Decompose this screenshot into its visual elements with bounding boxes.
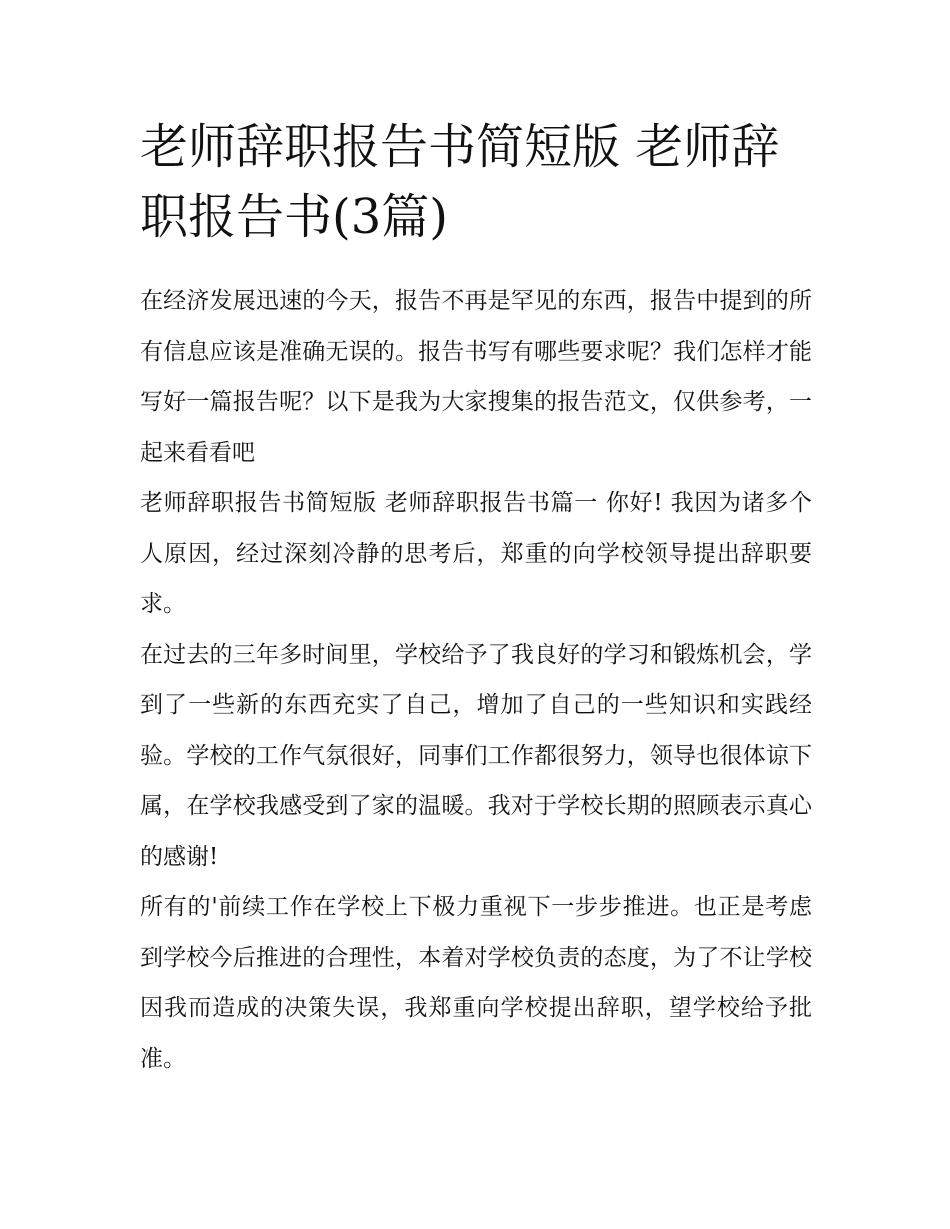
letter-opening-paragraph: 老师辞职报告书简短版 老师辞职报告书篇一 你好! 我因为诸多个人原因，经过深刻冷静的思考后，郑重的向学校领导提出辞职要求。 — [140, 490, 812, 617]
document-title: 老师辞职报告书简短版 老师辞职报告书(3篇) — [140, 119, 780, 245]
gratitude-paragraph: 在过去的三年多时间里，学校给予了我良好的学习和锻炼机会，学到了一些新的东西充实了自己，增加了自己的一些知识和实践经验。学校的工作气氛很好，同事们工作都很努力，领导也很体谅下属，在学校我感受到了家的温暖。我对于学校长期的照顾表示真心的感谢! — [140, 641, 812, 870]
intro-paragraph: 在经济发展迅速的今天，报告不再是罕见的东西，报告中提到的所有信息应该是准确无误的。报告书写有哪些要求呢？我们怎样才能写好一篇报告呢？以下是我为大家搜集的报告范文，仅供参考，一起来看看吧 — [140, 288, 812, 466]
resignation-request-paragraph: 所有的'前续工作在学校上下极力重视下一步步推进。也正是考虑到学校今后推进的合理性，本着对学校负责的态度，为了不让学校因我而造成的决策失误，我郑重向学校提出辞职，望学校给予批准。 — [140, 894, 812, 1072]
